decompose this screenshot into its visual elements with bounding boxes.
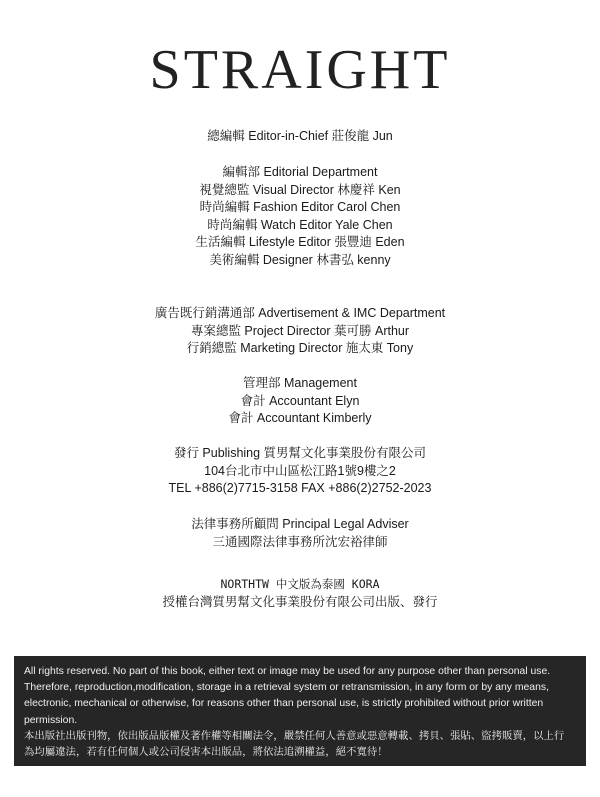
credits-editorial-department bbox=[0, 164, 600, 270]
publisher-line: 發行 Publishing 質男幫文化事業股份有限公司 bbox=[173, 446, 427, 460]
credit-line: 美術編輯 Designer 林書弘 kenny bbox=[209, 252, 391, 267]
copyright-line: electronic, mechanical or otherwise, for reasons other than personal use, is strictly prohibited without prior written bbox=[24, 698, 544, 710]
credit-line: 專案總監 Project Director 葉可勝 Arthur bbox=[190, 323, 410, 338]
publisher-contact: TEL +886(2)7715-3158 FAX +886(2)2752-2023 bbox=[168, 481, 432, 496]
copyright-line: 本出版社出版刊物，依出版品版權及著作權等相關法令，嚴禁任何人善意或惡意轉載、拷貝、張貼、盜拷販賣，以上行 bbox=[24, 730, 565, 742]
license-line: 授權台灣質男幫文化事業股份有限公司出版、發行 bbox=[162, 594, 438, 609]
credit-line: 行銷總監 Marketing Director 施太東 Tony bbox=[186, 341, 414, 356]
credit-line: 視覺總監 Visual Director 林慶祥 Ken bbox=[199, 182, 401, 197]
license-line: NORTHTW 中文版為泰國 KORA bbox=[220, 577, 380, 591]
credits-publishing bbox=[0, 445, 600, 498]
credit-line: 法律事務所顧問 Principal Legal Adviser bbox=[191, 517, 409, 531]
credit-line: 會計 Accountant Elyn bbox=[240, 393, 360, 408]
credits-license bbox=[0, 576, 600, 611]
credit-line: 時尚編輯 Watch Editor Yale Chen bbox=[207, 217, 393, 232]
credits-editor-in-chief bbox=[0, 128, 600, 146]
publisher-address: 104台北市中山區松江路1號9樓之2 bbox=[204, 463, 396, 478]
credits-advertisement-department bbox=[0, 305, 600, 358]
copyright-line: permission. bbox=[24, 714, 78, 726]
credit-line: 會計 Accountant Kimberly bbox=[228, 411, 372, 426]
copyright-line: Therefore, reproduction,modification, storage in a retrieval system or retransmission, in any form or by any means, bbox=[24, 682, 549, 694]
credits-legal-adviser bbox=[0, 516, 600, 551]
credit-line: 管理部 Management bbox=[243, 376, 357, 390]
copyright-notice bbox=[14, 656, 586, 766]
credit-line: 時尚編輯 Fashion Editor Carol Chen bbox=[199, 200, 401, 215]
copyright-line: 為均屬違法，若有任何個人或公司侵害本出版品，將依法追溯權益，絕不寬待！ bbox=[24, 747, 388, 759]
magazine-masthead: STRAIGHT bbox=[149, 39, 451, 101]
credits-management bbox=[0, 375, 600, 428]
copyright-line: All rights reserved. No part of this book, either text or image may be used for any purpose other than personal use. bbox=[24, 666, 551, 677]
credit-line: 生活編輯 Lifestyle Editor 張豐迪 Eden bbox=[195, 235, 405, 250]
credit-line: 三通國際法律事務所沈宏裕律師 bbox=[212, 534, 388, 549]
credit-line: 總編輯 Editor-in-Chief 莊俊龍 Jun bbox=[207, 129, 393, 143]
credit-line: 廣告既行銷溝通部 Advertisement & IMC Department bbox=[154, 306, 446, 320]
credit-line: 編輯部 Editorial Department bbox=[222, 165, 378, 179]
